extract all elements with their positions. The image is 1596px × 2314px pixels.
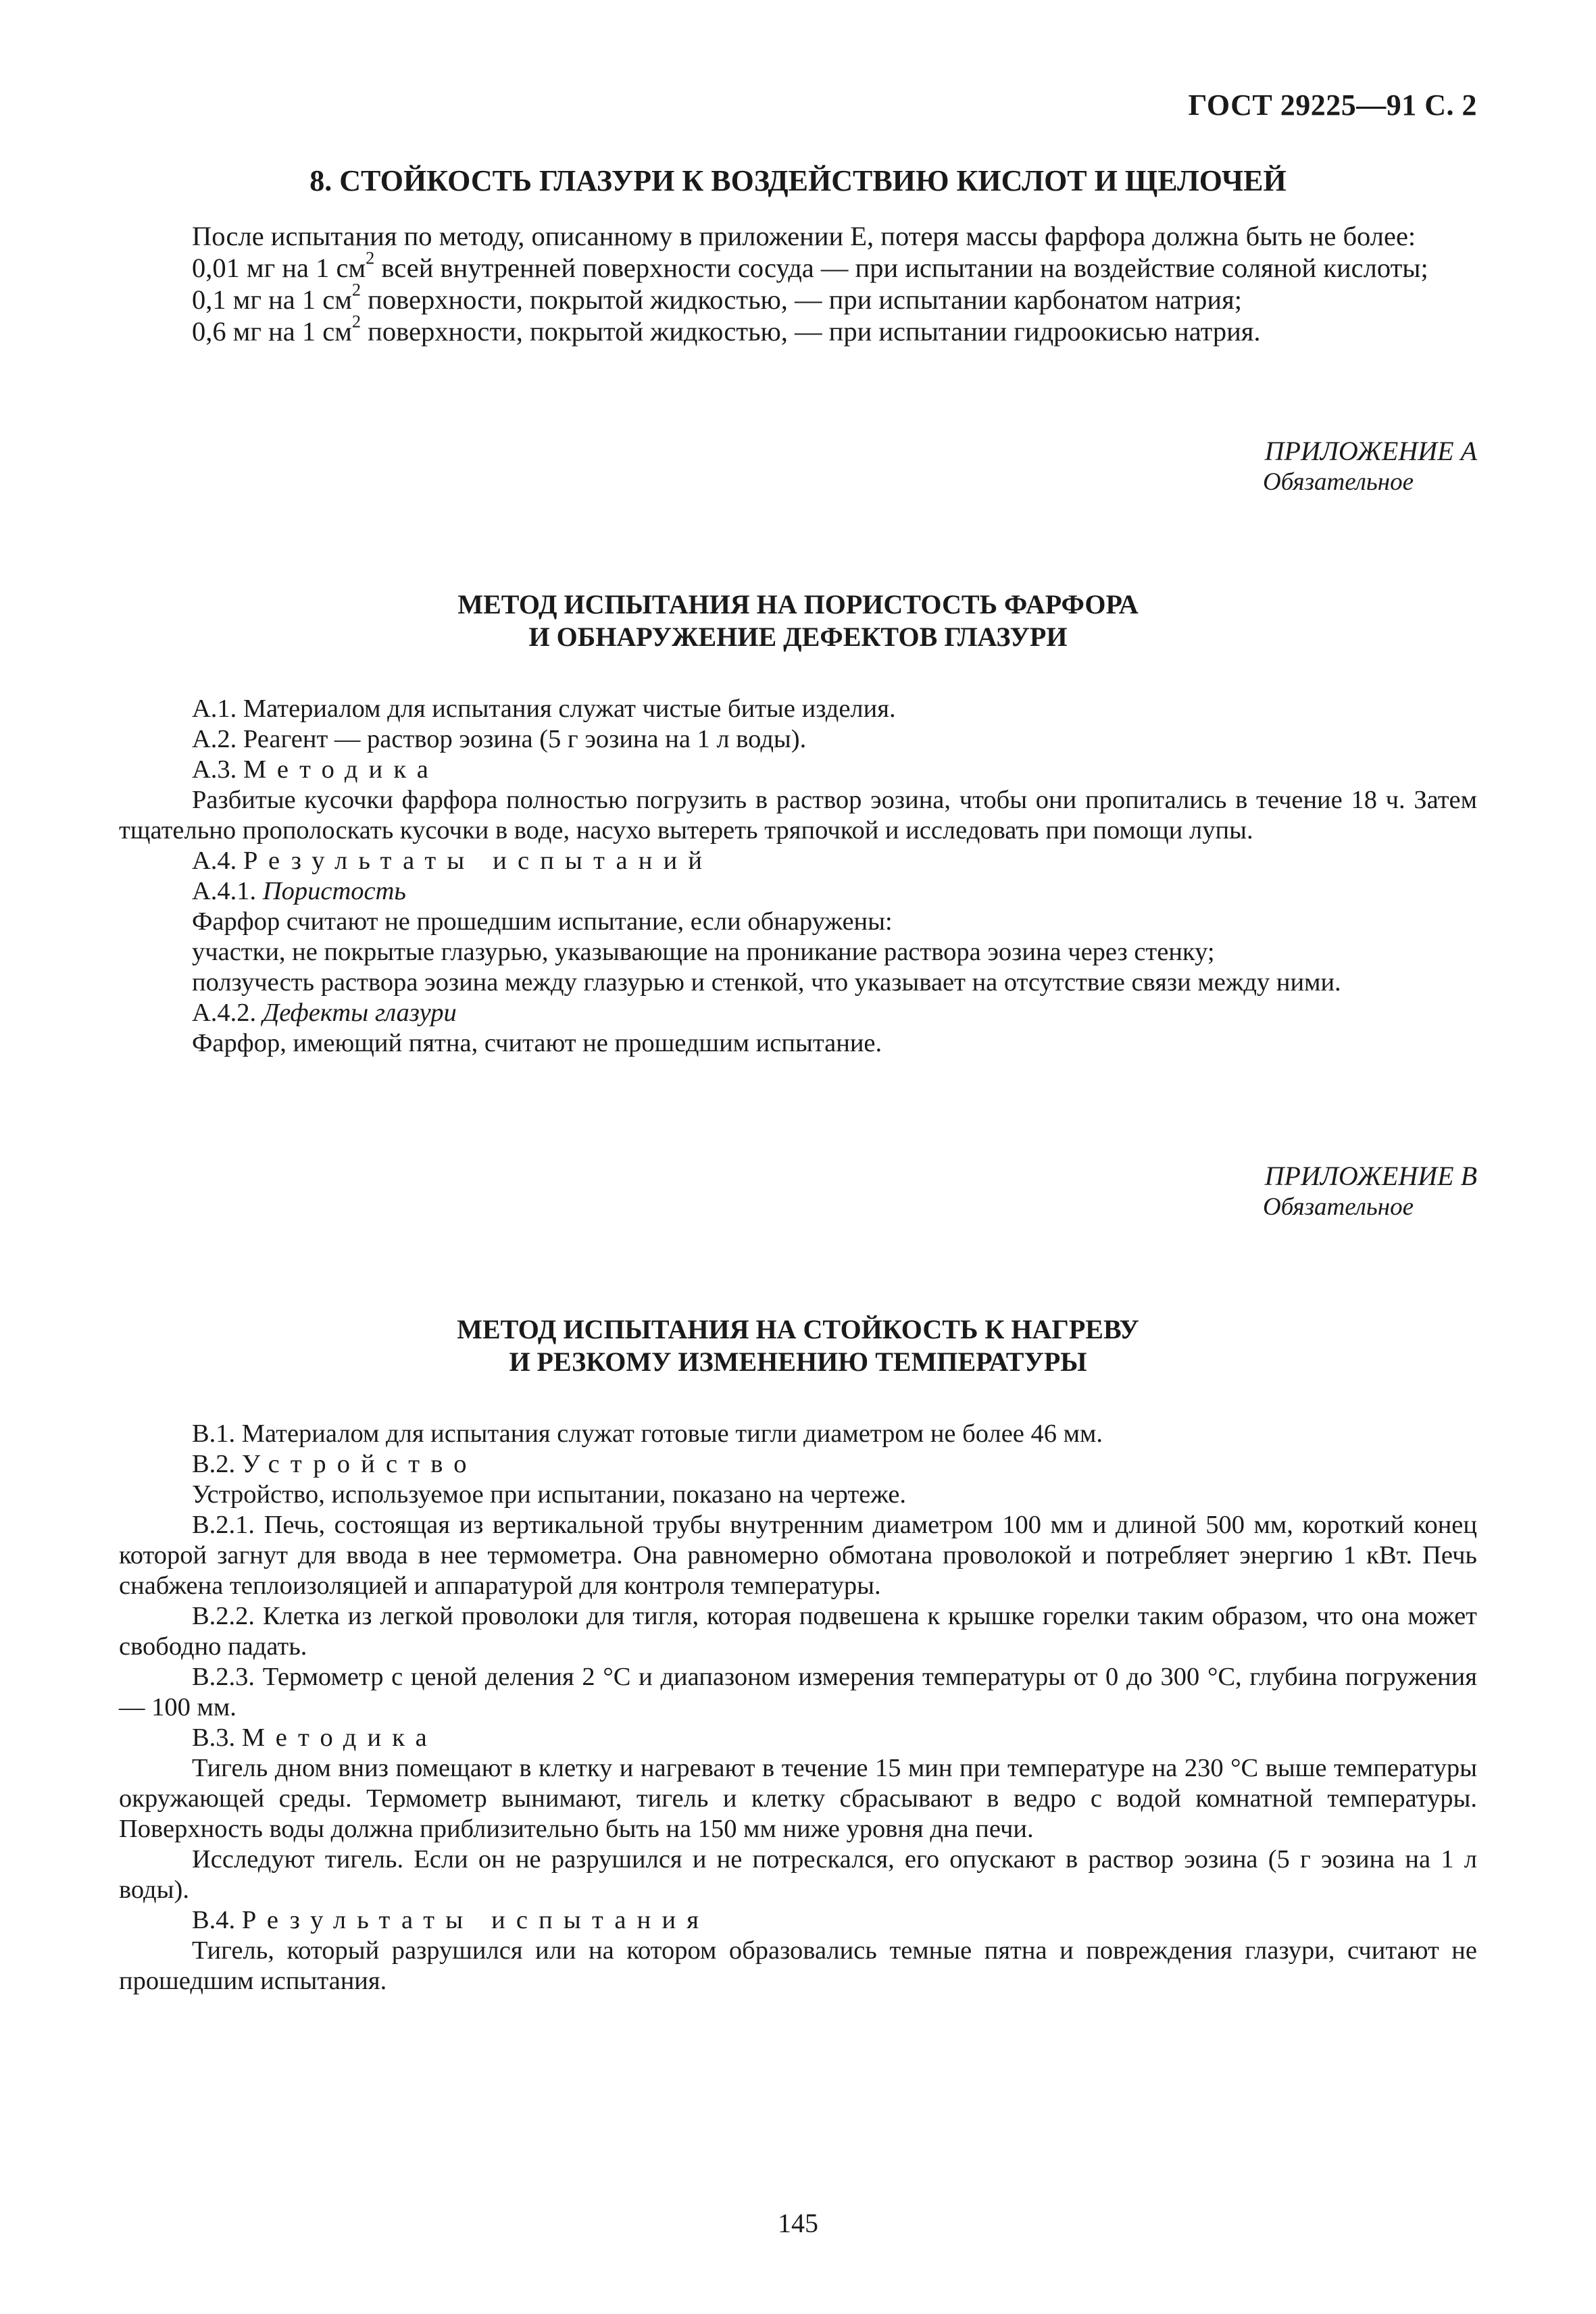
appendix-a-label: ПРИЛОЖЕНИЕ А (1264, 436, 1477, 466)
document-code-header: ГОСТ 29225—91 С. 2 (1188, 89, 1477, 122)
page-number: 145 (778, 2208, 818, 2238)
appendix-b-header (119, 1160, 1477, 1222)
appendix-b-status: Обязательное (1262, 1193, 1414, 1221)
appendix-a-clause-2: А.2. Реагент — раствор эозина (5 г эозина на 1 л воды). (192, 725, 807, 753)
appendix-a-header (119, 435, 1477, 497)
section-8-intro: После испытания по методу, описанному в приложении Е, потеря массы фарфора должна быть не более: (192, 221, 1416, 251)
section-8 (119, 162, 1477, 347)
appendix-b-clause-2-1: В.2.1. Печь, состоящая из вертикальной трубы внутренним диаметром 100 мм и длиной 500 мм, короткий конец которой загнут для ввода в нее термометра. Она равномерно обмотана проволокой и потребляет энергию 1 кВт. Печь снабжена теплоизоляцией и аппаратурой для контроля температуры. (119, 1511, 1477, 1600)
appendix-a-clause-3-text: Разбитые кусочки фарфора полностью погрузить в раствор эозина, чтобы они пропитались в течение 18 ч. Затем тщательно прополоскать кусочки в воде, насухо вытереть тряпочкой и исследовать при помощи лупы. (119, 786, 1477, 845)
appendix-b-clause-4-heading: В.4. Результаты испытания (192, 1906, 710, 1934)
section-8-item-2: 0,1 мг на 1 $см^2$ поверхности, покрытой жидкостью, — при испытании карбонатом натрия; (192, 280, 1242, 315)
appendix-b-clause-2-text: Устройство, используемое при испытании, показано на чертеже. (192, 1480, 907, 1509)
appendix-b-clause-3-text-1: Тигель дном вниз помещают в клетку и нагревают в течение 15 мин при температуре на 230 °С выше температуры окружающей среды. Термометр вынимают, тигель и клетку сбрасывают в ведро с водой комнатной температуры. Поверхность воды должна приблизительно быть на 150 мм ниже уровня дна печи. (119, 1754, 1477, 1843)
appendix-b-clause-4-text: Тигель, который разрушился или на котором образовались темные пятна и повреждения глазури, считают не прошедшим испытания. (119, 1936, 1477, 1995)
section-8-title: 8. СТОЙКОСТЬ ГЛАЗУРИ К ВОЗДЕЙСТВИЮ КИСЛОТ И ЩЕЛОЧЕЙ (309, 164, 1287, 197)
appendix-a-clause-4-2-heading: А.4.2. Дефекты глазури (192, 999, 457, 1027)
appendix-b-clause-3-text-2: Исследуют тигель. Если он не разрушился и не потрескался, его опускают в раствор эозина (5 г эозина на 1 л воды). (119, 1845, 1477, 1904)
appendix-b-clause-2-heading: В.2. Устройство (192, 1450, 478, 1478)
appendix-a-clause-3-heading: А.3. Методика (192, 755, 439, 784)
appendix-a-clause-1: А.1. Материалом для испытания служат чистые битые изделия. (192, 695, 896, 723)
page-content (119, 162, 1477, 1996)
appendix-a-title: МЕТОД ИСПЫТАНИЯ НА ПОРИСТОСТЬ ФАРФОРА И ОБНАРУЖЕНИЕ ДЕФЕКТОВ ГЛАЗУРИ (457, 589, 1139, 652)
appendix-a-clause-4-1-heading: А.4.1. Пористость (192, 877, 406, 905)
appendix-a-clause-4-1-text: Фарфор считают не прошедшим испытание, если обнаружены: (192, 907, 893, 936)
appendix-a-clause-4-1-item-2: ползучесть раствора эозина между глазурью и стенкой, что указывает на отсутствие связи между ними. (192, 968, 1341, 997)
appendix-b-label: ПРИЛОЖЕНИЕ В (1264, 1161, 1477, 1191)
appendix-a-clause-4-1-item-1: участки, не покрытые глазурью, указывающие на проникание раствора эозина через стенку; (192, 938, 1215, 966)
section-8-item-1: 0,01 мг на 1 $см^2$ всей внутренней поверхности сосуда — при испытании на воздействие соляной кислоты; (192, 248, 1428, 283)
appendix-b-clause-2-3: В.2.3. Термометр с ценой деления 2 °С и диапазоном измерения температуры от 0 до 300 °С, глубина погружения — 100 мм. (119, 1663, 1477, 1721)
appendix-a-clause-4-2-text: Фарфор, имеющий пятна, считают не прошедшим испытание. (192, 1029, 882, 1057)
section-8-item-3: 0,6 мг на 1 $см^2$ поверхности, покрытой жидкостью, — при испытании гидроокисью натрия. (192, 311, 1261, 347)
appendix-a-status: Обязательное (1262, 468, 1414, 496)
appendix-a-clause-4-heading: А.4. Результаты испытаний (192, 847, 714, 875)
appendix-b-clause-2-2: В.2.2. Клетка из легкой проволоки для тигля, которая подвешена к крышке горелки таким образом, что она может свободно падать. (119, 1602, 1477, 1661)
appendix-b-clause-1: В.1. Материалом для испытания служат готовые тигли диаметром не более 46 мм. (192, 1419, 1103, 1448)
appendix-b-title: МЕТОД ИСПЫТАНИЯ НА СТОЙКОСТЬ К НАГРЕВУ И РЕЗКОМУ ИЗМЕНЕНИЮ ТЕМПЕРАТУРЫ (457, 1314, 1139, 1377)
appendix-b-clause-3-heading: В.3. Методика (192, 1724, 438, 1752)
